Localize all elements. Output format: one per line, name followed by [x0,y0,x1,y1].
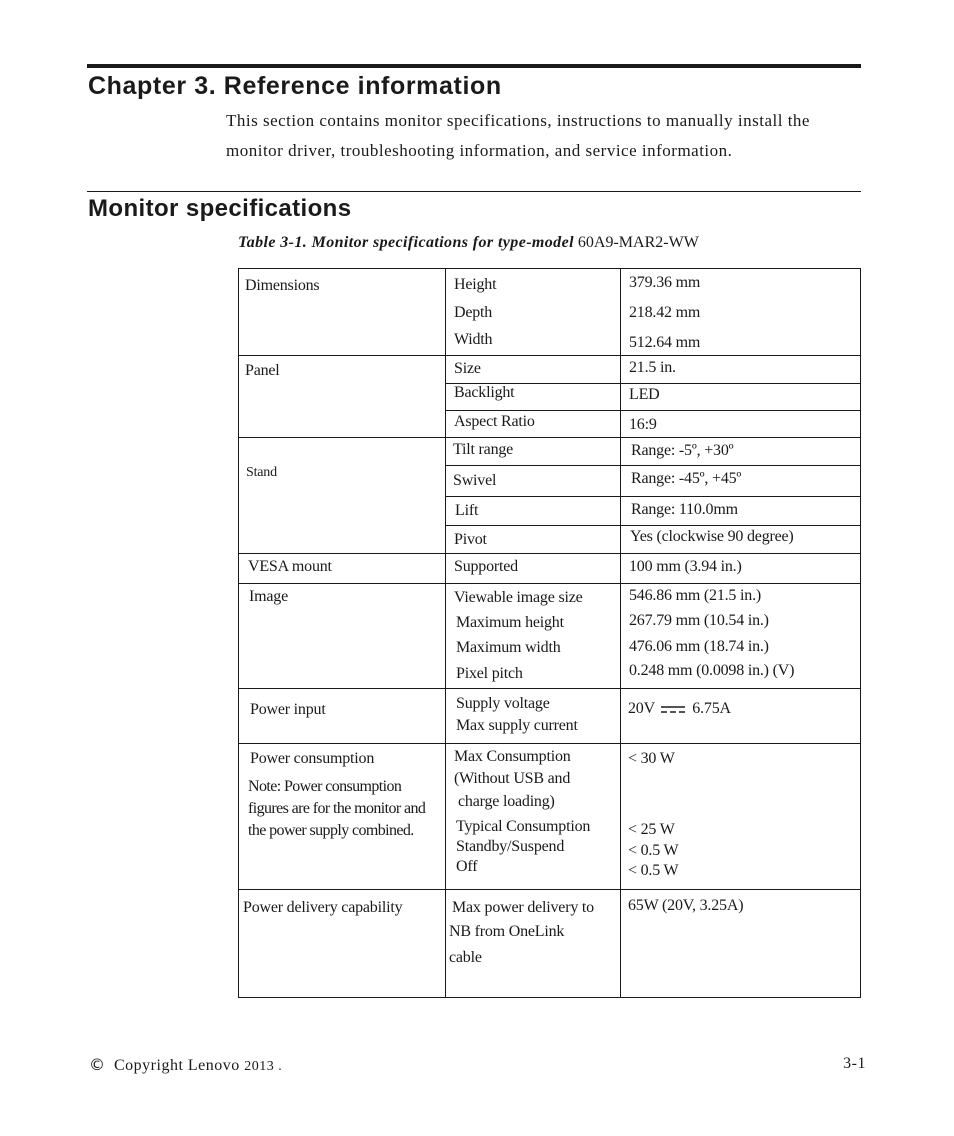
row-divider [239,437,861,438]
row-divider [239,583,861,584]
viewable-size-label: Viewable image size [454,589,583,606]
power-input-value [628,699,731,719]
current-value: 6.75A [692,700,731,717]
sub-row-divider [445,465,861,466]
swivel-label: Swivel [453,472,497,489]
max-supply-current-label: Max supply current [456,717,578,734]
row-divider [239,743,861,744]
intro-line-1: This section contains monitor specifications, instructions to manually install the [226,111,810,130]
table-caption-model: 60A9-MAR2-WW [577,234,699,251]
max-height-label: Maximum height [456,614,564,631]
dimensions-label: Dimensions [245,277,320,294]
table-border-bottom [239,997,861,998]
vesa-supported: Supported [454,558,518,575]
width-label: Width [454,331,493,348]
power-input-label: Power input [250,701,326,718]
row-divider [239,688,861,689]
max-consumption-line-2: (Without USB and [454,770,571,787]
off-value: < 0.5 W [628,862,679,879]
size-value: 21.5 in. [629,359,676,376]
footer-copyright [89,1055,282,1075]
copyright-year: 2013 . [244,1059,283,1074]
image-label: Image [249,588,288,605]
depth-label: Depth [454,304,493,321]
supply-voltage-label: Supply voltage [456,695,550,712]
power-note-line-1: Note: Power consumption [248,778,402,795]
typical-consumption-label: Typical Consumption [456,818,591,835]
height-label: Height [454,276,497,293]
row-divider [239,889,861,890]
power-note-line-2: figures are for the monitor and [248,800,426,817]
sub-row-divider [445,525,861,526]
voltage-value: 20V [628,700,655,717]
power-delivery-line-3: cable [449,949,482,966]
chapter-intro [226,106,866,166]
swivel-value: Range: -45º, +45º [631,470,742,487]
tilt-range-label: Tilt range [453,441,514,458]
aspect-ratio-label: Aspect Ratio [454,413,535,430]
table-caption-lead: Table 3-1. Monitor specifications for type-model [238,234,574,251]
pivot-label: Pivot [454,531,487,548]
intro-line-2: monitor driver, troubleshooting information, and service information. [226,141,733,160]
max-consumption-value: < 30 W [628,750,675,767]
pivot-value: Yes (clockwise 90 degree) [630,528,794,545]
viewable-size-value: 546.86 mm (21.5 in.) [629,587,761,604]
stand-label: Stand [246,465,277,480]
width-value: 512.64 mm [629,334,701,351]
chapter-title: Chapter 3. Reference information [88,72,502,100]
power-delivery-label: Power delivery capability [243,899,403,916]
power-note-line-3: the power supply combined. [248,822,414,839]
section-title: Monitor specifications [88,195,352,222]
panel-label: Panel [245,362,280,379]
spec-table [238,268,861,998]
lift-value: Range: 110.0mm [631,501,738,518]
table-border-top [239,268,861,269]
page-number: 3-1 [843,1055,866,1072]
vesa-mount-label: VESA mount [248,558,332,575]
typical-consumption-value: < 25 W [628,821,675,838]
aspect-ratio-value: 16:9 [629,416,657,433]
chapter-top-rule [87,64,861,68]
depth-value: 218.42 mm [629,304,701,321]
dc-symbol-icon [660,703,686,715]
backlight-label: Backlight [454,384,515,401]
standby-value: < 0.5 W [628,842,679,859]
power-delivery-line-1: Max power delivery to [452,899,594,916]
backlight-value: LED [629,386,660,403]
height-value: 379.36 mm [629,274,701,291]
power-delivery-line-2: NB from OneLink [449,923,565,940]
pixel-pitch-label: Pixel pitch [456,665,523,682]
vesa-value: 100 mm (3.94 in.) [629,558,742,575]
power-consumption-label: Power consumption [250,750,375,767]
lift-label: Lift [455,502,479,519]
max-width-label: Maximum width [456,639,561,656]
pixel-pitch-value: 0.248 mm (0.0098 in.) (V) [629,662,795,679]
power-delivery-value: 65W (20V, 3.25A) [628,897,744,914]
sub-row-divider [445,496,861,497]
max-width-value: 476.06 mm (18.74 in.) [629,638,769,655]
copyright-text: Copyright Lenovo [114,1057,240,1074]
size-label: Size [454,360,481,377]
sub-row-divider [445,410,861,411]
copyright-icon: © [89,1055,106,1074]
section-rule [87,191,861,192]
row-divider [239,355,861,356]
max-consumption-line-3: charge loading) [458,793,555,810]
tilt-range-value: Range: -5º, +30º [631,442,734,459]
standby-suspend-label: Standby/Suspend [456,838,565,855]
max-consumption-line-1: Max Consumption [454,748,571,765]
off-label: Off [456,858,478,875]
max-height-value: 267.79 mm (10.54 in.) [629,612,769,629]
row-divider [239,553,861,554]
table-caption [238,234,699,252]
